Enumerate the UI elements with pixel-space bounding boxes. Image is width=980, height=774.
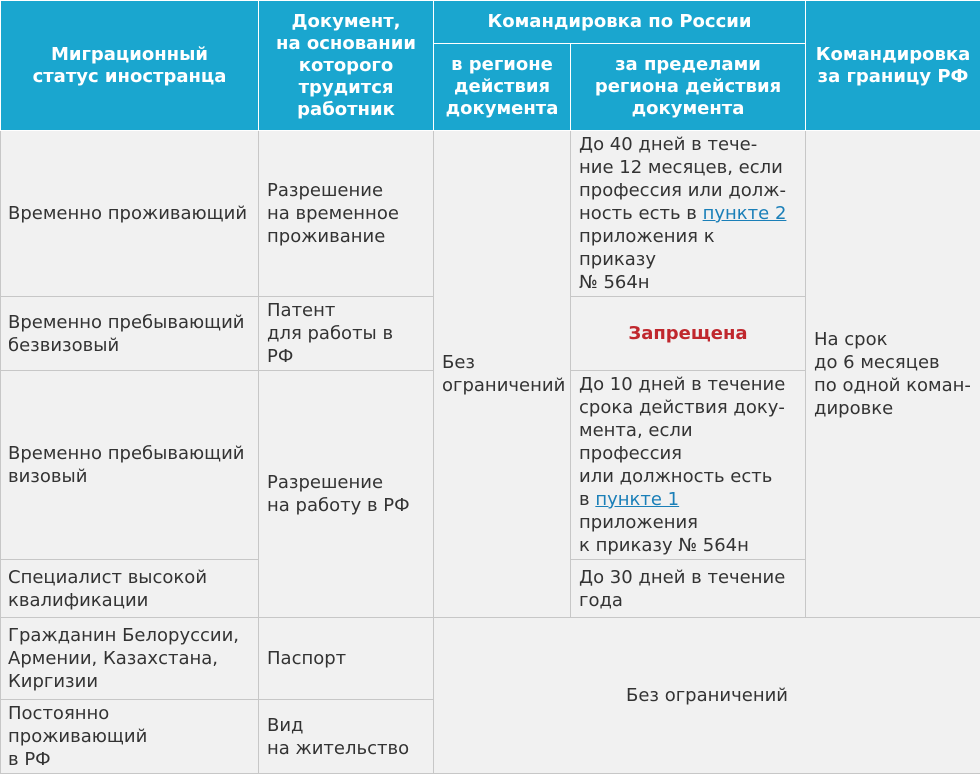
status-permanent-resident: Постоянно проживающий в РФ (1, 700, 259, 774)
abroad-six-months: На срок до 6 месяцев по одной коман- дировке (806, 131, 980, 618)
header-in-region: в регионе действия документа (434, 44, 571, 131)
outside-region-temp-visa (571, 371, 806, 560)
header-document: Документ, на основании которого трудится работник (259, 1, 434, 131)
status-specialist: Специалист высокой квалификации (1, 560, 259, 618)
document-work-permit: Разрешение на работу в РФ (259, 371, 434, 618)
no-limits-merged: Без ограничений (434, 618, 980, 774)
document-temp-residence-permit: Разрешение на временное проживание (259, 131, 434, 297)
status-temp-visa-free: Временно пребывающий безвизовый (1, 297, 259, 371)
outside-text-after-link: приложения к приказу № 564н (579, 512, 749, 556)
header-outside-region: за пределами региона действия документа (571, 44, 806, 131)
document-patent: Патент для работы в РФ (259, 297, 434, 371)
document-residence-permit: Вид на жительство (259, 700, 434, 774)
outside-region-forbidden: Запрещена (571, 297, 806, 371)
outside-text-after-link: приложения к приказу № 564н (579, 226, 715, 293)
outside-region-temp-resident (571, 131, 806, 297)
header-migration-status: Миграционный статус иностранца (1, 1, 259, 131)
link-punkt-2[interactable]: пункте 2 (703, 203, 787, 224)
outside-text-before-link: До 40 дней в тече- ние 12 месяцев, если профессия или долж- ность есть в (579, 134, 786, 224)
table-row-eaeu (1, 618, 980, 700)
outside-text-before-link: До 10 дней в течение срока действия доку- мента, если профессия или должность есть в (579, 374, 785, 510)
table-row-temp-resident (1, 131, 980, 297)
header-trip-russia: Командировка по России (434, 1, 806, 44)
status-eaeu-citizen: Гражданин Белоруссии, Армении, Казахстана, Киргизии (1, 618, 259, 700)
header-trip-abroad: Командировка за границу РФ (806, 1, 980, 131)
document-passport: Паспорт (259, 618, 434, 700)
status-temp-visa: Временно пребывающий визовый (1, 371, 259, 560)
status-temp-resident: Временно проживающий (1, 131, 259, 297)
outside-region-specialist: До 30 дней в течение года (571, 560, 806, 618)
link-punkt-1[interactable]: пункте 1 (595, 489, 679, 510)
in-region-no-limits: Без ограничений (434, 131, 571, 618)
